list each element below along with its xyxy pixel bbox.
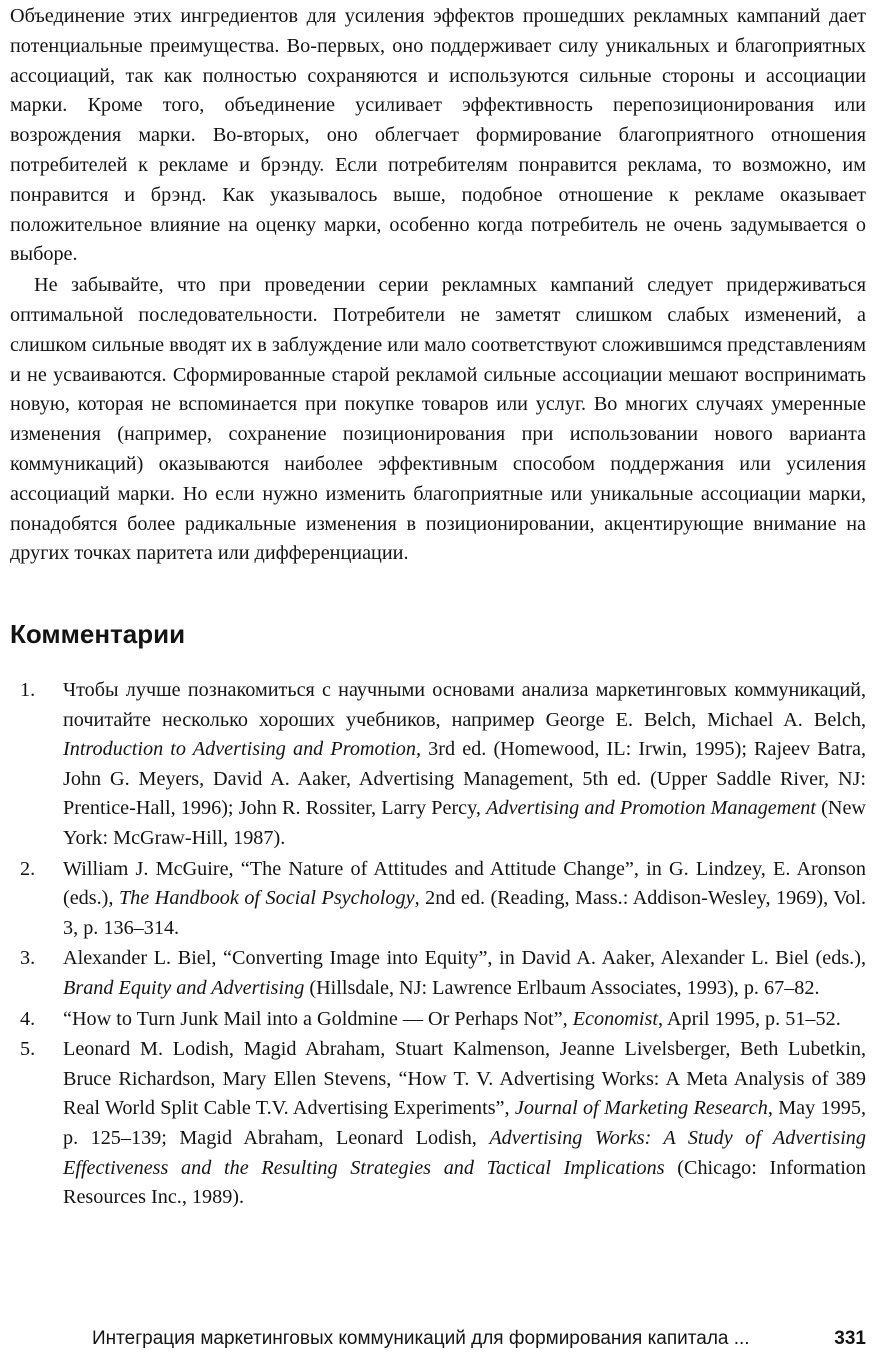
note-segment: Alexander L. Biel, “Converting Image into Equity”, in David A. Aaker, Alexander L. Biel (eds.), <box>63 947 866 970</box>
note-text <box>63 679 866 849</box>
note-italic-title: Advertising and Promotion Management <box>486 797 816 820</box>
note-segment: Leonard M. Lodish, Magid Abraham, Stuart Kalmenson, Jeanne Livelsberger, Beth Lubetkin, Bruce Richardson, Mary Ellen Stevens, “How T. V. Advertising Works: A Meta Analysis of 389 Real World Split Cable T.V. Advertising Experiments”, <box>63 1038 866 1120</box>
note-italic-title: Brand Equity and Advertising <box>63 976 305 999</box>
paragraph-2: Не забывайте, что при проведении серии рекламных кампаний следует придерживаться оптимальной последовательности. Потребители не заметят слишком слабых изменений, а слишком сильные вводят их в заблуждение или мало соответствуют сложившимся представлениям и не усваиваются. Сформированные старой рекламой сильные ассоциации мешают воспринимать новую, которая не вспоминается при покупке товаров или услуг. Во многих случаях умеренные изменения (например, сохранение позиционирования при использовании нового варианта коммуникаций) оказываются наиболее эффективным способом поддержания или усиления ассоциаций марки. Но если нужно изменить благоприятные или уникальные ассоциации марки, понадобятся более радикальные изменения в позиционировании, акцентирующие внимание на других точках паритета или дифференциации. <box>10 274 866 565</box>
note-segment: (Hillsdale, NJ: Lawrence Erlbaum Associates, 1993), p. 67–82. <box>304 976 820 999</box>
note-item <box>20 944 866 1003</box>
note-number: 4. <box>20 1007 36 1030</box>
note-italic-title: Journal of Marketing Research <box>514 1097 768 1120</box>
body-text <box>10 2 866 569</box>
page-footer <box>92 1324 866 1354</box>
note-segment: , April 1995, p. 51–52. <box>657 1007 841 1030</box>
note-italic-title: Advertising Works: A Study of Advertising Effectiveness and the Resulting Strategies and Tactical Implications <box>63 1126 866 1179</box>
note-text <box>63 1038 866 1208</box>
note-text <box>63 858 866 939</box>
note-segment: , May 1995, p. 125–139; Magid Abraham, Leonard Lodish, <box>63 1097 866 1149</box>
paragraph-1: Объединение этих ингредиентов для усиления эффектов прошедших рекламных кампаний дает потенциальные преимущества. Во-первых, оно поддерживает силу уникальных и благоприятных ассоциаций, так как полностью сохраняются и используются сильные стороны и ассоциации марки. Кроме того, объединение усиливает эффективность перепозиционирования или возрождения марки. Во-вторых, оно облегчает формирование благоприятного отношения потребителей к рекламе и брэнду. Если потребителям понравится реклама, то возможно, им понравится и брэнд. Как указывалось выше, подобное отношение к рекламе оказывает положительное влияние на оценку марки, особенно когда потребитель не очень задумывается о выборе. <box>10 5 866 266</box>
note-segment: (New York: McGraw-Hill, 1987). <box>63 797 867 849</box>
note-number: 2. <box>20 857 36 880</box>
notes-list <box>20 676 866 1214</box>
note-segment: 3rd ed. (Homewood, IL: Irwin, 1995); Rajeev Batra, John G. Meyers, David A. Aaker, Advertising Management, 5th ed. (Upper Saddle River, NJ: Prentice-Hall, 1996); John R. Rossiter, Larry Percy, <box>63 738 866 820</box>
note-segment: , 2nd ed. (Reading, Mass.: Addison-Wesley, 1969), Vol. 3, p. 136–314. <box>63 887 866 939</box>
running-title: Интеграция маркетинговых коммуникаций для формирования капитала ... <box>92 1328 750 1349</box>
note-item <box>20 855 866 944</box>
note-segment: Чтобы лучше познакомиться с научными основами анализа маркетинговых коммуникаций, почитайте несколько хороших учебников, например George E. Belch, Michael A. Belch, <box>63 679 866 731</box>
section-heading: Комментарии <box>10 619 186 649</box>
note-segment: (Chicago: Information Resources Inc., 1989). <box>63 1156 866 1209</box>
page-number: 331 <box>834 1328 866 1349</box>
note-text <box>63 947 866 999</box>
note-item <box>20 1035 866 1213</box>
note-number: 3. <box>20 947 36 970</box>
note-italic-title: The Handbook of Social Psychology <box>118 887 415 910</box>
note-segment: “How to Turn Junk Mail into a Goldmine — Or Perhaps Not”, <box>63 1007 573 1030</box>
note-italic-title: Economist <box>572 1007 658 1030</box>
note-item <box>20 1005 866 1035</box>
note-item <box>20 676 866 854</box>
note-text <box>63 1008 841 1030</box>
note-number: 1. <box>20 679 36 701</box>
note-italic-title: Introduction to Advertising and Promotion, <box>63 738 422 761</box>
note-number: 5. <box>20 1038 36 1061</box>
note-segment: William J. McGuire, “The Nature of Attitudes and Attitude Change”, in G. Lindzey, E. Aronson (eds.), <box>63 857 866 910</box>
